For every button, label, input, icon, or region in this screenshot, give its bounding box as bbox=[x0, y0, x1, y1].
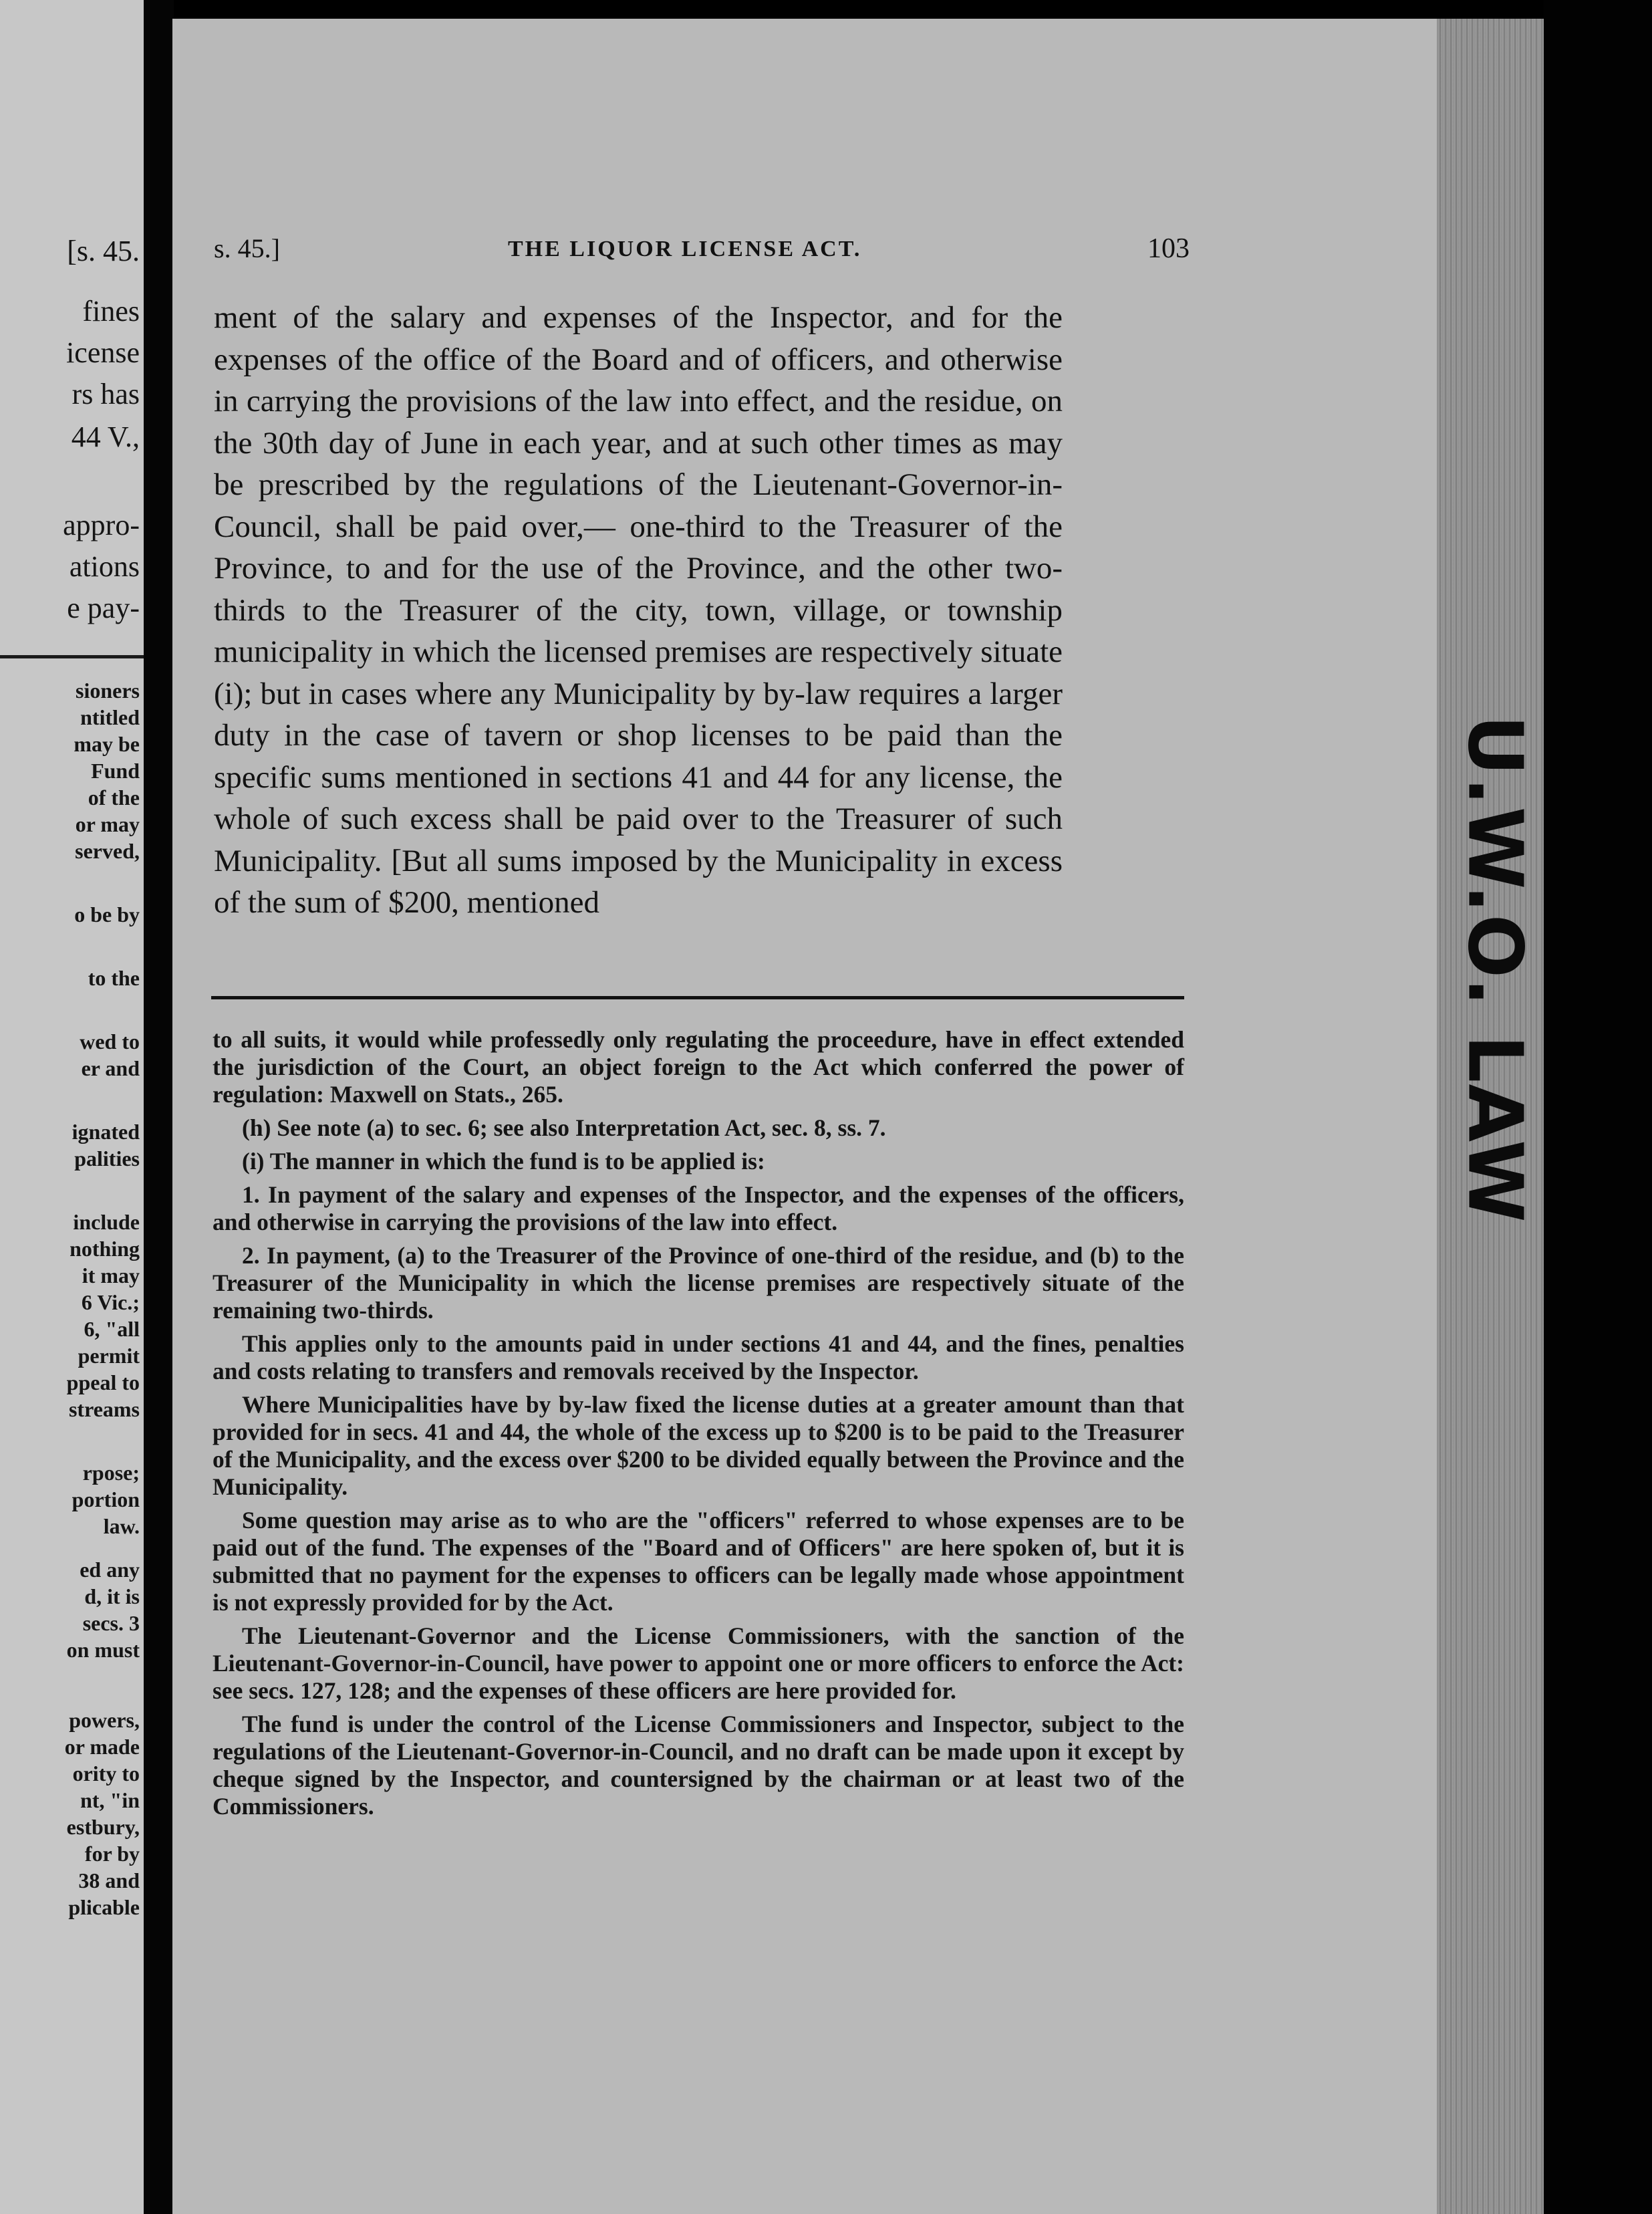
prev-page-note-fragment: plicable bbox=[68, 1895, 140, 1919]
prev-page-note-fragment: d, it is bbox=[84, 1584, 140, 1608]
prev-page-note-fragment: for by bbox=[84, 1842, 140, 1866]
prev-page-rule bbox=[0, 655, 144, 658]
previous-page-strip bbox=[0, 0, 144, 2214]
footnote-paragraph: 1. In payment of the salary and expenses of the Inspector, and the expenses of the officers, and otherwise in carrying the provisions of the law into effect. bbox=[213, 1181, 1184, 1235]
prev-page-note-fragment: it may bbox=[82, 1263, 140, 1287]
prev-page-note-fragment: or may bbox=[75, 812, 140, 836]
prev-page-note-fragment: 6 Vic.; bbox=[81, 1290, 140, 1314]
footnote-paragraph: This applies only to the amounts paid in under sections 41 and 44, and the fines, penalties and costs relating to transfers and removals received by the Inspector. bbox=[213, 1330, 1184, 1384]
prev-page-note-fragment: nothing bbox=[70, 1237, 140, 1261]
prev-page-note-fragment: powers, bbox=[69, 1708, 140, 1732]
running-head bbox=[214, 233, 1190, 273]
prev-page-running-head: [s. 45. bbox=[67, 235, 140, 267]
prev-page-note-fragment: permit bbox=[78, 1344, 140, 1368]
footnote-paragraph: Where Municipalities have by by-law fixed the license duties at a greater amount than that provided for in secs. 41 and 44, the whole of the excess up to $200 is to be paid to the Treasurer of the Municipality, and the excess over $200 to be divided equally between the Province and the Municipality. bbox=[213, 1391, 1184, 1500]
prev-page-note-fragment: portion bbox=[72, 1487, 140, 1511]
prev-page-note-fragment: palities bbox=[74, 1146, 140, 1171]
prev-page-fragment: fines bbox=[82, 295, 140, 328]
page-number: 103 bbox=[1147, 233, 1190, 264]
footnote-paragraph: 2. In payment, (a) to the Treasurer of the Province of one-third of the residue, and (b) to the Treasurer of the Municipality in which the license premises are respectively situate of the remaining two-thirds. bbox=[213, 1242, 1184, 1324]
prev-page-fragment: ations bbox=[69, 550, 140, 583]
prev-page-fragment: rs has bbox=[72, 378, 140, 410]
prev-page-fragment: 44 V., bbox=[71, 420, 140, 453]
prev-page-note-fragment: Fund bbox=[91, 759, 140, 783]
prev-page-note-fragment: ntitled bbox=[80, 705, 140, 729]
footnote-paragraph: The fund is under the control of the License Commissioners and Inspector, subject to the regulations of the Lieutenant-Governor-in-Council, and no draft can be made upon it except by cheque signed by the Inspector, and countersigned by the chairman or at least two of the Commissioners. bbox=[213, 1711, 1184, 1820]
prev-page-note-fragment: o be by bbox=[74, 902, 140, 927]
prev-page-note-fragment: ority to bbox=[72, 1761, 140, 1786]
prev-page-note-fragment: secs. 3 bbox=[82, 1611, 140, 1635]
footnote-paragraph: Some question may arise as to who are the "officers" referred to whose expenses are to be paid out of the fund. The expenses of the "Board and of Officers" are here spoken of, but it is submitted that no payment for the expenses to officers can be legally made whose appointment is not expressly provided for by the Act. bbox=[213, 1507, 1184, 1616]
footnote-rule bbox=[211, 996, 1184, 999]
book-gutter bbox=[144, 0, 174, 2214]
footnotes bbox=[213, 1026, 1184, 1826]
prev-page-note-fragment: estbury, bbox=[66, 1815, 140, 1839]
library-stamp bbox=[1445, 715, 1545, 1224]
body-paragraph: ment of the salary and expenses of the Inspector, and for the expenses of the office of the Board and of officers, and otherwise in carrying the provisions of the law into effect, and the residue, on the 30th day of June in each year, and at such other times as may be prescribed by the regulations of the Lieutenant-Governor-in-Council, shall be paid over,— one-third to the Treasurer of the Province, to and for the use of the Province, and the other two-thirds to the Treasurer of the city, town, village, or township municipality in which the licensed premises are respectively situate (i); but in cases where any Municipality by by-law requires a larger duty in the case of tavern or shop licenses to be paid than the specific sums mentioned in sections 41 and 44 for any license, the whole of such excess shall be paid over to the Treasurer of such Municipality. [But all sums imposed by the Municipality in excess of the sum of $200, mentioned bbox=[214, 300, 1063, 920]
footnote-paragraph: to all suits, it would while professedly only regulating the proceedure, have in effect extended the jurisdiction of the Court, an object foreign to the Act which conferred the power of regulation: Maxwell on Stats., 265. bbox=[213, 1026, 1184, 1108]
prev-page-note-fragment: er and bbox=[81, 1056, 140, 1080]
prev-page-note-fragment: to the bbox=[88, 966, 140, 990]
prev-page-note-fragment: ed any bbox=[80, 1558, 140, 1582]
prev-page-fragment: e pay- bbox=[67, 592, 140, 624]
running-head-section: s. 45.] bbox=[214, 233, 280, 263]
prev-page-note-fragment: law. bbox=[103, 1514, 140, 1538]
prev-page-note-fragment: include bbox=[73, 1210, 140, 1234]
prev-page-note-fragment: wed to bbox=[80, 1029, 140, 1054]
prev-page-note-fragment: rpose; bbox=[82, 1461, 140, 1485]
prev-page-fragment: appro- bbox=[63, 509, 140, 541]
prev-page-note-fragment: served, bbox=[75, 839, 140, 863]
prev-page-note-fragment: of the bbox=[88, 785, 140, 810]
footnote-paragraph: (h) See note (a) to sec. 6; see also Interpretation Act, sec. 8, ss. 7. bbox=[242, 1114, 886, 1141]
prev-page-note-fragment: sioners bbox=[76, 679, 140, 703]
library-stamp-text: U.W.O. LAW bbox=[1452, 715, 1539, 1224]
prev-page-note-fragment: ppeal to bbox=[66, 1370, 140, 1394]
footnote-paragraph: The Lieutenant-Governor and the License Commissioners, with the sanction of the Lieutenant-Governor-in-Council, have power to appoint one or more officers to enforce the Act: see secs. 127, 128; and the expenses of these officers are here provided for. bbox=[213, 1622, 1184, 1704]
prev-page-fragment: icense bbox=[66, 336, 140, 369]
prev-page-note-fragment: or made bbox=[64, 1735, 140, 1759]
prev-page-note-fragment: ignated bbox=[72, 1120, 140, 1144]
prev-page-note-fragment: streams bbox=[68, 1397, 140, 1421]
running-head-title: THE LIQUOR LICENSE ACT. bbox=[508, 237, 862, 261]
prev-page-note-fragment: on must bbox=[66, 1638, 140, 1662]
scan-background bbox=[1544, 0, 1652, 2214]
footnote-paragraph: (i) The manner in which the fund is to be applied is: bbox=[242, 1148, 765, 1175]
prev-page-note-fragment: 6, "all bbox=[84, 1317, 140, 1341]
prev-page-note-fragment: 38 and bbox=[78, 1868, 140, 1892]
prev-page-note-fragment: nt, "in bbox=[80, 1788, 140, 1812]
prev-page-note-fragment: may be bbox=[74, 732, 140, 756]
